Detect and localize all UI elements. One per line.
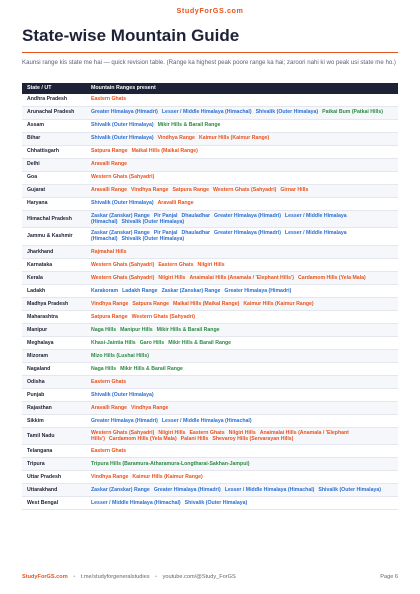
state-cell: Himachal Pradesh: [22, 210, 86, 228]
ranges-cell: [86, 210, 398, 228]
range-tag: Greater Himalaya (Himadri): [91, 109, 158, 116]
range-tag: Kaimur Hills (Kaimur Range): [132, 474, 203, 481]
table-row: [22, 497, 398, 510]
state-cell: Kerala: [22, 271, 86, 284]
state-cell: Jammu & Kashmir: [22, 228, 86, 246]
table-row: [22, 228, 398, 246]
ranges-cell: [86, 245, 398, 258]
intro-text: Kaunsi range kis state me hai — quick revision table. (Range ka highest peak poore range ka hai; zaroori nahi ki wo peak usi state me ho.): [22, 59, 396, 66]
ranges-cell: [86, 271, 398, 284]
table-row: [22, 119, 398, 132]
table-row: [22, 427, 398, 445]
column-header-state: State / UT: [22, 83, 86, 94]
state-cell: Karnataka: [22, 258, 86, 271]
state-cell: Meghalaya: [22, 336, 86, 349]
ranges-cell: [86, 458, 398, 471]
ranges-cell: [86, 445, 398, 458]
table-row: [22, 401, 398, 414]
range-tag: Nilgiri Hills: [158, 429, 186, 436]
range-tag: Manipur Hills: [120, 326, 153, 333]
footer-separator: •: [155, 574, 158, 580]
range-tag: Maikal Hills (Maikal Range): [131, 148, 198, 155]
range-tag: Vindhya Range: [131, 404, 169, 411]
range-tag: Karakoram: [91, 287, 119, 294]
range-tag: Cardamom Hills (Yela Mala): [108, 435, 177, 442]
ranges-cell: [86, 362, 398, 375]
ranges-cell: [86, 158, 398, 171]
range-tag: Shivalik (Outer Himalaya): [121, 218, 185, 225]
range-tag: Zaskar (Zanskar) Range: [91, 487, 150, 494]
table-row: [22, 145, 398, 158]
ranges-cell: [86, 401, 398, 414]
state-cell: Maharashtra: [22, 310, 86, 323]
page-number: Page 6: [380, 574, 398, 580]
range-tag: Lesser / Middle Himalaya (Himachal): [161, 109, 252, 116]
range-tag: Girnar Hills: [280, 187, 309, 194]
ranges-cell: [86, 284, 398, 297]
page-footer: [22, 574, 398, 580]
table-row: [22, 245, 398, 258]
ranges-cell: [86, 323, 398, 336]
state-cell: Gujarat: [22, 184, 86, 197]
range-tag: Anaimalai Hills (Anamala / 'Elephant Hills'): [91, 429, 349, 442]
range-tag: Western Ghats (Sahyadri): [213, 187, 277, 194]
table-row: [22, 210, 398, 228]
range-tag: Western Ghats (Sahyadri): [91, 174, 155, 181]
range-tag: Shivalik (Outer Himalaya): [91, 122, 154, 129]
range-tag: Lesser / Middle Himalaya (Himachal): [91, 500, 181, 507]
table-row: [22, 197, 398, 210]
footer-brand[interactable]: StudyForGS.com: [22, 574, 68, 580]
range-tag: Palani Hills: [180, 435, 209, 442]
state-cell: Andhra Pradesh: [22, 94, 86, 107]
range-tag: Eastern Ghats: [91, 378, 127, 385]
range-tag: Lesser / Middle Himalaya (Himachal): [91, 230, 347, 243]
range-tag: Shivalik (Outer Himalaya): [121, 236, 185, 243]
range-tag: Vindhya Range: [91, 300, 129, 307]
range-tag: Satpura Range: [91, 148, 128, 155]
state-cell: Assam: [22, 119, 86, 132]
ranges-cell: [86, 106, 398, 119]
range-tag: Kaimur Hills (Kaimur Range): [243, 300, 314, 307]
range-tag: Nilgiri Hills: [158, 274, 186, 281]
table-row: [22, 323, 398, 336]
table-row: [22, 94, 398, 107]
ranges-cell: [86, 258, 398, 271]
title-divider: [22, 52, 398, 53]
state-cell: Manipur: [22, 323, 86, 336]
ranges-cell: [86, 228, 398, 246]
ranges-cell: [86, 197, 398, 210]
range-tag: Mikir Hills & Barail Range: [156, 326, 220, 333]
state-cell: West Bengal: [22, 497, 86, 510]
table-row: [22, 336, 398, 349]
range-tag: Greater Himalaya (Himadri): [224, 287, 292, 294]
ranges-cell: [86, 484, 398, 497]
range-tag: Western Ghats (Sahyadri): [91, 261, 155, 268]
range-tag: Zaskar (Zanskar) Range: [161, 287, 221, 294]
range-tag: Cardamom Hills (Yela Mala): [297, 274, 366, 281]
range-tag: Naga Hills: [91, 365, 117, 372]
range-tag: Maikal Hills (Maikal Range): [173, 300, 240, 307]
range-tag: Eastern Ghats: [91, 448, 127, 455]
state-cell: Punjab: [22, 388, 86, 401]
ranges-cell: [86, 471, 398, 484]
table-row: [22, 458, 398, 471]
range-tag: Lesser / Middle Himalaya (Himachal): [91, 212, 347, 225]
state-cell: Tripura: [22, 458, 86, 471]
table-row: [22, 310, 398, 323]
table-row: [22, 297, 398, 310]
ranges-cell: [86, 427, 398, 445]
table-row: [22, 484, 398, 497]
table-row: [22, 271, 398, 284]
state-cell: Ladakh: [22, 284, 86, 297]
range-tag: Eastern Ghats: [189, 429, 225, 436]
state-cell: Sikkim: [22, 414, 86, 427]
state-cell: Madhya Pradesh: [22, 297, 86, 310]
table-row: [22, 388, 398, 401]
column-header-ranges: Mountain Ranges present: [86, 83, 398, 94]
range-tag: Patkai Bum (Patkai Hills): [322, 109, 383, 116]
state-cell: Jharkhand: [22, 245, 86, 258]
table-row: [22, 158, 398, 171]
range-tag: Mikir Hills & Barail Range: [120, 365, 183, 372]
range-tag: Mikir Hills & Barail Range: [157, 122, 221, 129]
table-row: [22, 349, 398, 362]
range-tag: Aravalli Range: [91, 187, 128, 194]
range-tag: Eastern Ghats: [158, 261, 194, 268]
ranges-cell: [86, 145, 398, 158]
state-cell: Tamil Nadu: [22, 427, 86, 445]
range-tag: Mikir Hills & Barail Range: [168, 339, 232, 346]
range-tag: Aravalli Range: [91, 161, 128, 168]
range-tag: Naga Hills: [91, 326, 117, 333]
range-tag: Shivalik (Outer Himalaya): [255, 109, 319, 116]
page-title: State-wise Mountain Guide: [22, 26, 240, 45]
footer-separator: •: [73, 574, 76, 580]
table-row: [22, 284, 398, 297]
ranges-cell: [86, 349, 398, 362]
ranges-cell: [86, 336, 398, 349]
range-tag: Pir Panjal: [153, 230, 178, 237]
range-tag: Western Ghats (Sahyadri): [91, 429, 155, 436]
range-tag: Satpura Range: [91, 313, 128, 320]
table-body: [22, 94, 398, 510]
range-tag: Rajmahal Hills: [91, 248, 127, 255]
range-tag: Aravalli Range: [91, 404, 128, 411]
state-cell: Telangana: [22, 445, 86, 458]
table-row: [22, 375, 398, 388]
ranges-cell: [86, 497, 398, 510]
table-row: [22, 445, 398, 458]
state-cell: Uttar Pradesh: [22, 471, 86, 484]
table-header-row: [22, 83, 398, 94]
ranges-cell: [86, 119, 398, 132]
ranges-cell: [86, 414, 398, 427]
state-cell: Odisha: [22, 375, 86, 388]
range-tag: Zaskar (Zanskar) Range: [91, 212, 150, 219]
state-cell: Chhattisgarh: [22, 145, 86, 158]
ranges-cell: [86, 184, 398, 197]
range-tag: Shivalik (Outer Himalaya): [91, 200, 154, 207]
table-row: [22, 362, 398, 375]
table-row: [22, 184, 398, 197]
table-row: [22, 171, 398, 184]
range-tag: Garo Hills: [139, 339, 165, 346]
table-row: [22, 258, 398, 271]
range-tag: Vindhya Range: [91, 474, 129, 481]
range-tag: Shivalik (Outer Himalaya): [184, 500, 248, 507]
ranges-cell: [86, 171, 398, 184]
range-tag: Nilgiri Hills: [197, 261, 225, 268]
ranges-cell: [86, 388, 398, 401]
range-tag: Vindhya Range: [157, 135, 195, 142]
range-tag: Greater Himalaya (Himadri): [214, 212, 281, 219]
range-tag: Western Ghats (Sahyadri): [131, 313, 195, 320]
range-tag: Greater Himalaya (Himadri): [214, 230, 281, 237]
range-tag: Greater Himalaya (Himadri): [91, 417, 158, 424]
table-row: [22, 106, 398, 119]
youtube-link[interactable]: youtube.com/@Study_ForGS: [162, 574, 236, 580]
state-cell: Haryana: [22, 197, 86, 210]
range-tag: Aravalli Range: [157, 200, 194, 207]
table-row: [22, 471, 398, 484]
table-row: [22, 132, 398, 145]
range-tag: Shivalik (Outer Himalaya): [318, 487, 381, 494]
range-tag: Vindhya Range: [131, 187, 169, 194]
range-tag: Kaimur Hills (Kaimur Range): [198, 135, 270, 142]
range-tag: Zaskar (Zanskar) Range: [91, 230, 150, 237]
range-tag: Pir Panjal: [153, 212, 178, 219]
range-tag: Anaimalai Hills (Anamala / 'Elephant Hills'): [189, 274, 294, 281]
range-tag: Shivalik (Outer Himalaya): [91, 391, 154, 398]
table-row: [22, 414, 398, 427]
range-tag: Satpura Range: [172, 187, 210, 194]
state-cell: Bihar: [22, 132, 86, 145]
state-cell: Arunachal Pradesh: [22, 106, 86, 119]
ranges-cell: [86, 297, 398, 310]
range-tag: Eastern Ghats: [91, 96, 127, 103]
range-tag: Nilgiri Hills: [228, 429, 256, 436]
ranges-cell: [86, 310, 398, 323]
range-tag: Mizo Hills (Lushai Hills): [91, 352, 149, 359]
site-brand: StudyForGS.com: [176, 6, 244, 15]
mountain-table: [22, 83, 398, 510]
range-tag: Shevaroy Hills (Servarayan Hills): [212, 435, 294, 442]
range-tag: Western Ghats (Sahyadri): [91, 274, 155, 281]
range-tag: Tripura Hills (Baramura-Atharamura-Longtharai-Sakhan-Jampui): [91, 461, 250, 468]
state-cell: Nagaland: [22, 362, 86, 375]
range-tag: Greater Himalaya (Himadri): [153, 487, 221, 494]
range-tag: Lesser / Middle Himalaya (Himachal): [224, 487, 315, 494]
telegram-link[interactable]: t.me/studyforgeneralstudies: [80, 574, 150, 580]
range-tag: Dhauladhar: [181, 230, 211, 237]
ranges-cell: [86, 132, 398, 145]
state-cell: Rajasthan: [22, 401, 86, 414]
state-cell: Goa: [22, 171, 86, 184]
range-tag: Lesser / Middle Himalaya (Himachal): [161, 417, 252, 424]
range-tag: Khasi-Jaintia Hills: [91, 339, 136, 346]
state-cell: Uttarakhand: [22, 484, 86, 497]
ranges-cell: [86, 375, 398, 388]
ranges-cell: [86, 94, 398, 107]
range-tag: Satpura Range: [132, 300, 169, 307]
state-cell: Delhi: [22, 158, 86, 171]
state-cell: Mizoram: [22, 349, 86, 362]
range-tag: Ladakh Range: [122, 287, 158, 294]
range-tag: Shivalik (Outer Himalaya): [91, 135, 154, 142]
range-tag: Dhauladhar: [181, 212, 211, 219]
